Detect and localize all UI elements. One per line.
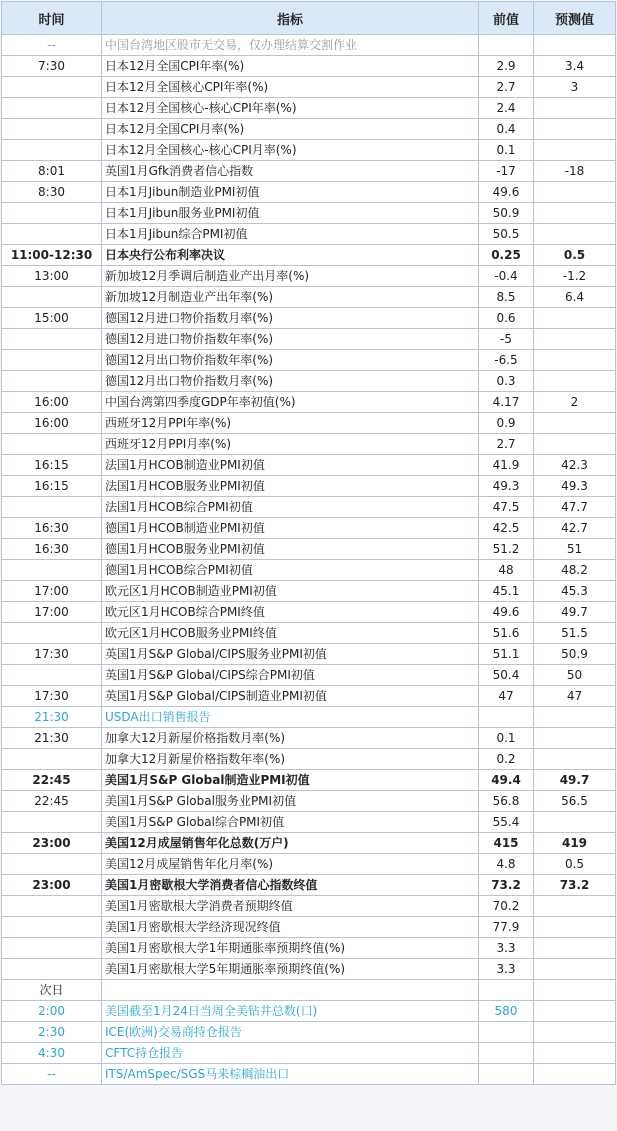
row-time: 8:30 [2,182,102,203]
row-indicator: 德国1月HCOB综合PMI初值 [102,560,479,581]
row-time [2,287,102,308]
table-row [2,959,616,980]
row-previous: 0.1 [479,728,534,749]
row-forecast [534,707,616,728]
table-row [2,77,616,98]
table-row [2,455,616,476]
table-row [2,518,616,539]
row-time [2,917,102,938]
row-time [2,560,102,581]
row-indicator[interactable]: CFTC持仓报告 [102,1043,479,1064]
table-row [2,476,616,497]
row-forecast [534,749,616,770]
row-previous: -6.5 [479,350,534,371]
table-row [2,308,616,329]
table-row [2,791,616,812]
table-row [2,98,616,119]
row-forecast [534,728,616,749]
row-forecast [534,308,616,329]
table-row[interactable] [2,1043,616,1064]
header-indicator: 指标 [102,2,479,35]
row-time: 13:00 [2,266,102,287]
table-row [2,812,616,833]
table-row [2,434,616,455]
row-previous: 50.4 [479,665,534,686]
row-indicator: 英国1月S&P Global/CIPS综合PMI初值 [102,665,479,686]
row-indicator[interactable]: 美国截至1月24日当周全美钻井总数(口) [102,1001,479,1022]
row-previous: 0.25 [479,245,534,266]
row-previous: 49.6 [479,182,534,203]
row-previous: 47 [479,686,534,707]
row-forecast [534,1043,616,1064]
row-previous: 2.4 [479,98,534,119]
table-row[interactable] [2,1001,616,1022]
row-forecast [534,350,616,371]
row-previous: 0.2 [479,749,534,770]
table-row[interactable] [2,707,616,728]
table-row [2,833,616,854]
row-time: 11:00-12:30 [2,245,102,266]
row-indicator: 日本12月全国CPI年率(%) [102,56,479,77]
row-indicator: 欧元区1月HCOB制造业PMI初值 [102,581,479,602]
row-indicator: 美国1月S&P Global服务业PMI初值 [102,791,479,812]
row-indicator: 西班牙12月PPI年率(%) [102,413,479,434]
row-time [2,371,102,392]
table-row [2,224,616,245]
row-indicator: 中国台湾第四季度GDP年率初值(%) [102,392,479,413]
row-indicator: 美国1月S&P Global综合PMI初值 [102,812,479,833]
row-time [2,854,102,875]
row-forecast: 51 [534,539,616,560]
row-time [2,203,102,224]
row-forecast [534,896,616,917]
row-time [2,329,102,350]
row-time: 16:15 [2,476,102,497]
row-previous [479,35,534,56]
economic-calendar-table [1,1,616,1085]
row-time: 17:00 [2,602,102,623]
table-row[interactable] [2,1064,616,1085]
row-time: 17:30 [2,644,102,665]
row-forecast: 0.5 [534,245,616,266]
row-indicator[interactable]: ITS/AmSpec/SGS马来棕榈油出口 [102,1064,479,1085]
row-forecast: 49.7 [534,602,616,623]
row-forecast: 47 [534,686,616,707]
row-previous: 70.2 [479,896,534,917]
row-forecast: 50 [534,665,616,686]
row-indicator: 日本12月全国核心-核心CPI月率(%) [102,140,479,161]
header-previous: 前值 [479,2,534,35]
row-forecast: 3.4 [534,56,616,77]
row-forecast [534,371,616,392]
row-time: 21:30 [2,728,102,749]
header-forecast: 预测值 [534,2,616,35]
row-forecast [534,182,616,203]
table-row [2,182,616,203]
row-previous: 4.17 [479,392,534,413]
row-forecast: 50.9 [534,644,616,665]
row-time [2,896,102,917]
row-indicator: 德国12月进口物价指数月率(%) [102,308,479,329]
row-previous: 0.3 [479,371,534,392]
table-row [2,560,616,581]
row-forecast [534,1001,616,1022]
row-forecast [534,434,616,455]
row-indicator: 德国1月HCOB服务业PMI初值 [102,539,479,560]
row-previous: 50.9 [479,203,534,224]
row-forecast [534,1064,616,1085]
row-indicator: 美国1月密歇根大学1年期通胀率预期终值(%) [102,938,479,959]
row-time: 23:00 [2,833,102,854]
row-forecast: 49.3 [534,476,616,497]
row-previous: 49.6 [479,602,534,623]
table-row [2,644,616,665]
row-forecast: -1.2 [534,266,616,287]
table-row [2,749,616,770]
row-indicator: 中国台湾地区股市无交易，仅办理结算交割作业 [102,35,479,56]
row-forecast: 48.2 [534,560,616,581]
table-row [2,665,616,686]
table-row [2,35,616,56]
row-indicator: 美国12月成屋销售年化总数(万户) [102,833,479,854]
row-previous: 49.4 [479,770,534,791]
row-indicator: 欧元区1月HCOB综合PMI终值 [102,602,479,623]
row-previous: 47.5 [479,497,534,518]
row-time: 16:30 [2,518,102,539]
table-row [2,938,616,959]
row-indicator: 德国12月出口物价指数月率(%) [102,371,479,392]
row-previous: 41.9 [479,455,534,476]
row-previous [479,980,534,1001]
row-previous: 42.5 [479,518,534,539]
row-time [2,140,102,161]
table-row [2,161,616,182]
row-previous: 2.9 [479,56,534,77]
table-body [2,35,616,1085]
row-indicator: 德国12月进口物价指数年率(%) [102,329,479,350]
row-previous: 73.2 [479,875,534,896]
row-previous: 8.5 [479,287,534,308]
row-forecast [534,1022,616,1043]
row-indicator: 美国1月密歇根大学消费者信心指数终值 [102,875,479,896]
table-row [2,728,616,749]
table-row [2,287,616,308]
row-forecast: 6.4 [534,287,616,308]
row-time: 16:00 [2,413,102,434]
row-previous: 0.4 [479,119,534,140]
row-previous: 2.7 [479,434,534,455]
row-time: 22:45 [2,770,102,791]
row-previous: 0.1 [479,140,534,161]
row-previous [479,707,534,728]
row-previous: -0.4 [479,266,534,287]
row-indicator: 美国12月成屋销售年化月率(%) [102,854,479,875]
table-row [2,602,616,623]
row-previous: 3.3 [479,959,534,980]
row-time [2,959,102,980]
row-indicator: 日本央行公布利率决议 [102,245,479,266]
row-forecast [534,329,616,350]
table-row [2,329,616,350]
table-row [2,371,616,392]
row-time: -- [2,35,102,56]
row-time [2,665,102,686]
table-row [2,140,616,161]
table-row [2,392,616,413]
row-forecast [534,140,616,161]
row-indicator[interactable]: USDA出口销售报告 [102,707,479,728]
row-indicator: 日本12月全国核心CPI年率(%) [102,77,479,98]
row-time: 17:30 [2,686,102,707]
row-forecast [534,35,616,56]
row-indicator: 英国1月Gfk消费者信心指数 [102,161,479,182]
row-time: 2:30 [2,1022,102,1043]
table-row [2,413,616,434]
table-row [2,266,616,287]
row-forecast: 73.2 [534,875,616,896]
row-previous: 51.2 [479,539,534,560]
row-indicator: 美国1月密歇根大学消费者预期终值 [102,896,479,917]
row-indicator: 法国1月HCOB综合PMI初值 [102,497,479,518]
table-row [2,896,616,917]
row-forecast: 49.7 [534,770,616,791]
row-indicator: 加拿大12月新屋价格指数月率(%) [102,728,479,749]
row-indicator: 西班牙12月PPI月率(%) [102,434,479,455]
row-indicator: 新加坡12月制造业产出年率(%) [102,287,479,308]
row-time: 2:00 [2,1001,102,1022]
row-time: 22:45 [2,791,102,812]
row-indicator: 英国1月S&P Global/CIPS服务业PMI初值 [102,644,479,665]
row-forecast: 51.5 [534,623,616,644]
row-time: 7:30 [2,56,102,77]
row-indicator: 法国1月HCOB服务业PMI初值 [102,476,479,497]
row-forecast: 42.3 [534,455,616,476]
row-previous: 48 [479,560,534,581]
row-time: 次日 [2,980,102,1001]
row-time [2,497,102,518]
row-previous: 49.3 [479,476,534,497]
row-previous: 4.8 [479,854,534,875]
table-row [2,581,616,602]
row-indicator: 美国1月密歇根大学经济现况终值 [102,917,479,938]
row-previous: 0.6 [479,308,534,329]
row-indicator: 日本12月全国核心-核心CPI年率(%) [102,98,479,119]
row-previous: -17 [479,161,534,182]
row-time: 16:00 [2,392,102,413]
row-previous [479,1064,534,1085]
row-previous: 56.8 [479,791,534,812]
row-previous: 45.1 [479,581,534,602]
row-forecast: -18 [534,161,616,182]
table-row [2,623,616,644]
row-time: -- [2,1064,102,1085]
table-row [2,119,616,140]
row-forecast: 42.7 [534,518,616,539]
row-indicator[interactable]: ICE(欧洲)交易商持仓报告 [102,1022,479,1043]
row-time: 15:00 [2,308,102,329]
row-forecast: 419 [534,833,616,854]
row-forecast [534,98,616,119]
row-time [2,77,102,98]
row-indicator: 德国1月HCOB制造业PMI初值 [102,518,479,539]
row-forecast [534,812,616,833]
row-previous: 77.9 [479,917,534,938]
row-time [2,350,102,371]
row-indicator: 日本1月Jibun制造业PMI初值 [102,182,479,203]
row-indicator: 加拿大12月新屋价格指数年率(%) [102,749,479,770]
row-forecast [534,203,616,224]
row-forecast [534,980,616,1001]
table-row[interactable] [2,1022,616,1043]
row-time: 16:15 [2,455,102,476]
row-previous: 415 [479,833,534,854]
row-previous: 580 [479,1001,534,1022]
row-forecast [534,224,616,245]
row-time [2,623,102,644]
row-previous: 50.5 [479,224,534,245]
row-forecast [534,413,616,434]
row-forecast: 0.5 [534,854,616,875]
table-row [2,203,616,224]
table-row [2,245,616,266]
table-row [2,770,616,791]
row-time: 17:00 [2,581,102,602]
row-previous: 3.3 [479,938,534,959]
table-row [2,917,616,938]
row-forecast: 47.7 [534,497,616,518]
header-time: 时间 [2,2,102,35]
row-indicator: 日本1月Jibun综合PMI初值 [102,224,479,245]
row-time [2,119,102,140]
row-forecast [534,938,616,959]
row-time [2,98,102,119]
table-row [2,539,616,560]
row-indicator: 德国12月出口物价指数年率(%) [102,350,479,371]
table-header-row [2,2,616,35]
row-indicator: 美国1月密歇根大学5年期通胀率预期终值(%) [102,959,479,980]
row-time: 16:30 [2,539,102,560]
row-forecast: 56.5 [534,791,616,812]
row-previous [479,1022,534,1043]
row-time [2,812,102,833]
row-previous: 51.6 [479,623,534,644]
row-indicator: 新加坡12月季调后制造业产出月率(%) [102,266,479,287]
row-time: 8:01 [2,161,102,182]
row-forecast: 3 [534,77,616,98]
table-row [2,686,616,707]
table-row [2,854,616,875]
row-previous [479,1043,534,1064]
table-row [2,497,616,518]
row-previous: 55.4 [479,812,534,833]
row-indicator: 日本12月全国CPI月率(%) [102,119,479,140]
row-previous: -5 [479,329,534,350]
row-forecast: 2 [534,392,616,413]
row-indicator: 法国1月HCOB制造业PMI初值 [102,455,479,476]
table-row [2,350,616,371]
row-time [2,434,102,455]
table-row [2,980,616,1001]
row-forecast [534,917,616,938]
table-row [2,875,616,896]
row-indicator: 日本1月Jibun服务业PMI初值 [102,203,479,224]
row-time: 21:30 [2,707,102,728]
row-time: 23:00 [2,875,102,896]
row-time [2,938,102,959]
row-previous: 2.7 [479,77,534,98]
row-previous: 0.9 [479,413,534,434]
table-row [2,56,616,77]
row-forecast [534,959,616,980]
row-time [2,749,102,770]
row-indicator [102,980,479,1001]
row-forecast [534,119,616,140]
row-time: 4:30 [2,1043,102,1064]
row-indicator: 欧元区1月HCOB服务业PMI终值 [102,623,479,644]
row-forecast: 45.3 [534,581,616,602]
row-indicator: 英国1月S&P Global/CIPS制造业PMI初值 [102,686,479,707]
row-time [2,224,102,245]
row-indicator: 美国1月S&P Global制造业PMI初值 [102,770,479,791]
row-previous: 51.1 [479,644,534,665]
